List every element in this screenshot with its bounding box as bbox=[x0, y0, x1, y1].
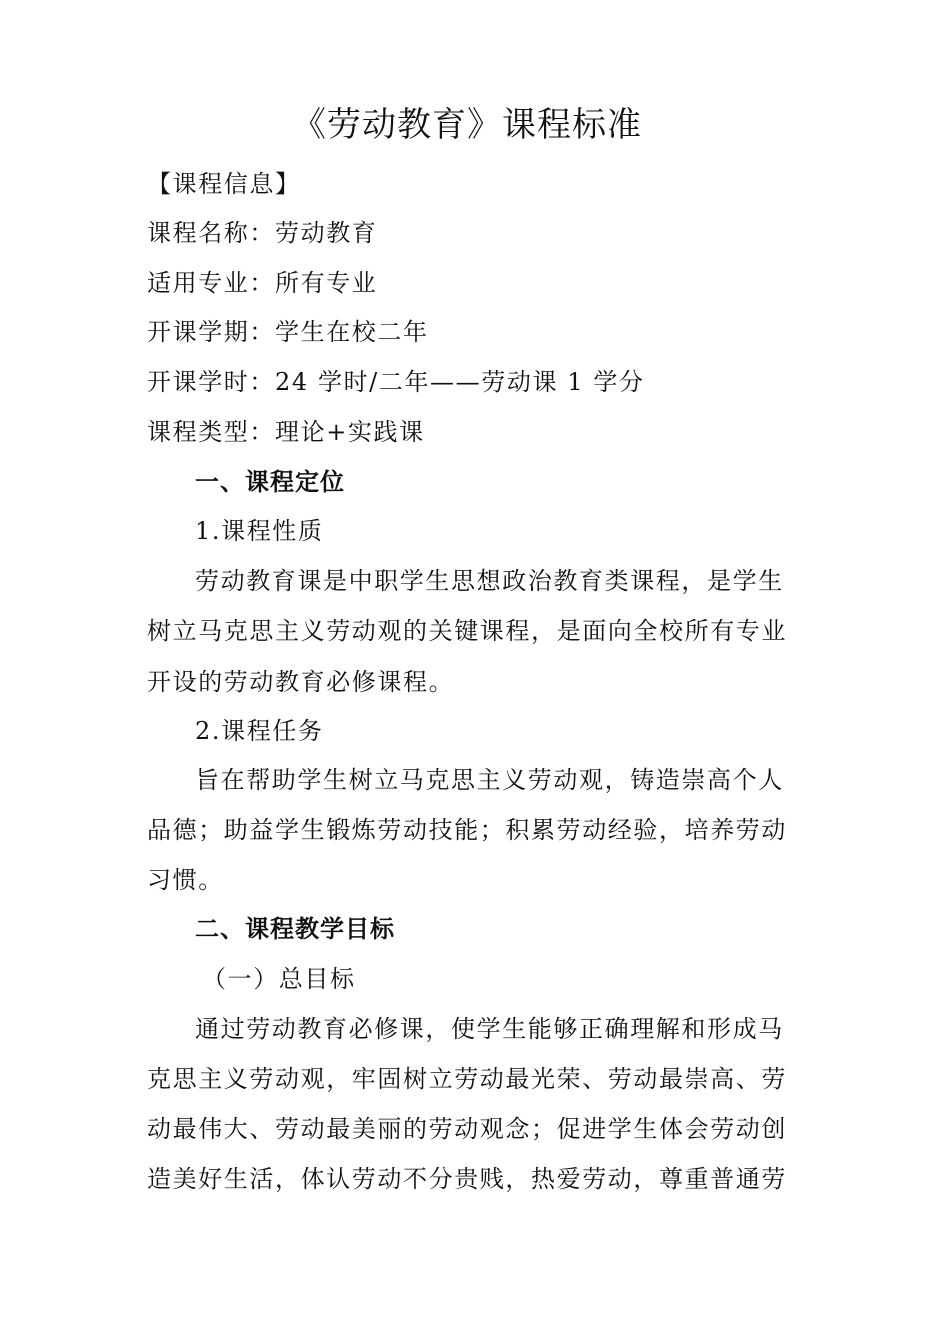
section-heading-objectives: 二、课程教学目标 bbox=[195, 915, 395, 943]
paragraph-line: 造美好生活，体认劳动不分贵贱，热爱劳动，尊重普通劳 bbox=[147, 1165, 787, 1193]
subsection-heading-task: 2.课程任务 bbox=[195, 717, 324, 745]
course-major: 适用专业：所有专业 bbox=[147, 269, 378, 297]
paragraph-line: 树立马克思主义劳动观的关键课程，是面向全校所有专业 bbox=[147, 617, 787, 645]
subsection-heading-general-goal: （一）总目标 bbox=[202, 965, 356, 993]
paragraph-line: 克思主义劳动观，牢固树立劳动最光荣、劳动最崇高、劳 bbox=[147, 1065, 787, 1093]
paragraph-line: 动最伟大、劳动最美丽的劳动观念；促进学生体会劳动创 bbox=[147, 1115, 787, 1143]
course-term: 开课学期：学生在校二年 bbox=[147, 318, 429, 346]
paragraph-line: 旨在帮助学生树立马克思主义劳动观，铸造崇高个人 bbox=[195, 766, 784, 794]
paragraph-line: 开设的劳动教育必修课程。 bbox=[147, 668, 455, 696]
course-info-header: 【课程信息】 bbox=[147, 170, 301, 198]
section-heading-positioning: 一、课程定位 bbox=[195, 468, 345, 496]
course-hours: 开课学时：24 学时/二年——劳动课 1 学分 bbox=[147, 368, 645, 396]
paragraph-line: 习惯。 bbox=[147, 866, 224, 894]
paragraph-line: 品德；助益学生锻炼劳动技能；积累劳动经验，培养劳动 bbox=[147, 816, 787, 844]
paragraph-line: 劳动教育课是中职学生思想政治教育类课程，是学生 bbox=[195, 567, 784, 595]
document-title: 《劳动教育》课程标准 bbox=[292, 105, 642, 145]
paragraph-line: 通过劳动教育必修课，使学生能够正确理解和形成马 bbox=[195, 1015, 784, 1043]
subsection-heading-nature: 1.课程性质 bbox=[195, 517, 324, 545]
course-type: 课程类型：理论+实践课 bbox=[147, 418, 425, 446]
course-name: 课程名称：劳动教育 bbox=[147, 219, 378, 247]
